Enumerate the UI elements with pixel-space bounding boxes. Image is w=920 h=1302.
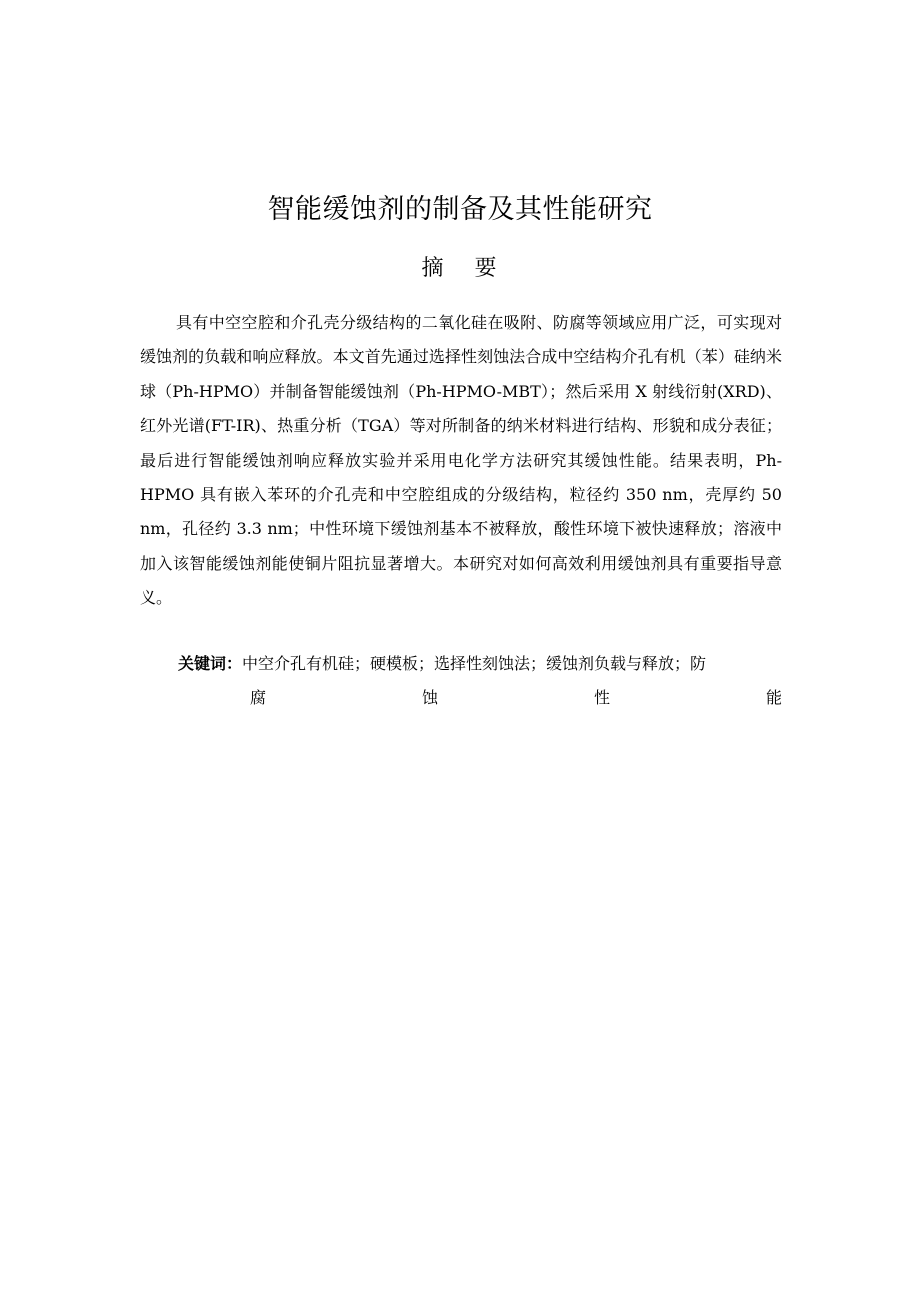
abstract-body: 具有中空空腔和介孔壳分级结构的二氧化硅在吸附、防腐等领域应用广泛，可实现对缓蚀剂的负载和响应释放。本文首先通过选择性刻蚀法合成中空结构介孔有机（苯）硅纳米球（Ph-HPMO）并制备智能缓蚀剂（Ph-HPMO-MBT）；然后采用 X 射线衍射(XRD)、红外光谱(FT-IR)、热重分析（TGA）等对所制备的纳米材料进行结构、形貌和成分表征；最后进行智能缓蚀剂响应释放实验并采用电化学方法研究其缓蚀性能。结果表明，Ph-HPMO 具有嵌入苯环的介孔壳和中空腔组成的分级结构，粒径约 350 nm，壳厚约 50 nm，孔径约 3.3 nm；中性环境下缓蚀剂基本不被释放，酸性环境下被快速释放；溶液中加入该智能缓蚀剂能使铜片阻抗显著增大。本研究对如何高效利用缓蚀剂具有重要指导意义。 <box>140 313 782 608</box>
keyword-char: 性 <box>593 688 610 707</box>
keyword-char: 腐 <box>250 688 267 707</box>
keywords-label: 关键词： <box>178 654 243 673</box>
keywords-continuation <box>250 683 782 713</box>
document-title: 智能缓蚀剂的制备及其性能研究 <box>267 194 653 225</box>
keyword-char: 能 <box>765 688 782 707</box>
keywords-line <box>178 646 782 681</box>
keyword-char: 蚀 <box>421 688 438 707</box>
keywords-text: 中空介孔有机硅；硬模板；选择性刻蚀法；缓蚀剂负载与释放；防 <box>242 654 707 673</box>
abstract-heading: 摘 要 <box>421 256 499 281</box>
